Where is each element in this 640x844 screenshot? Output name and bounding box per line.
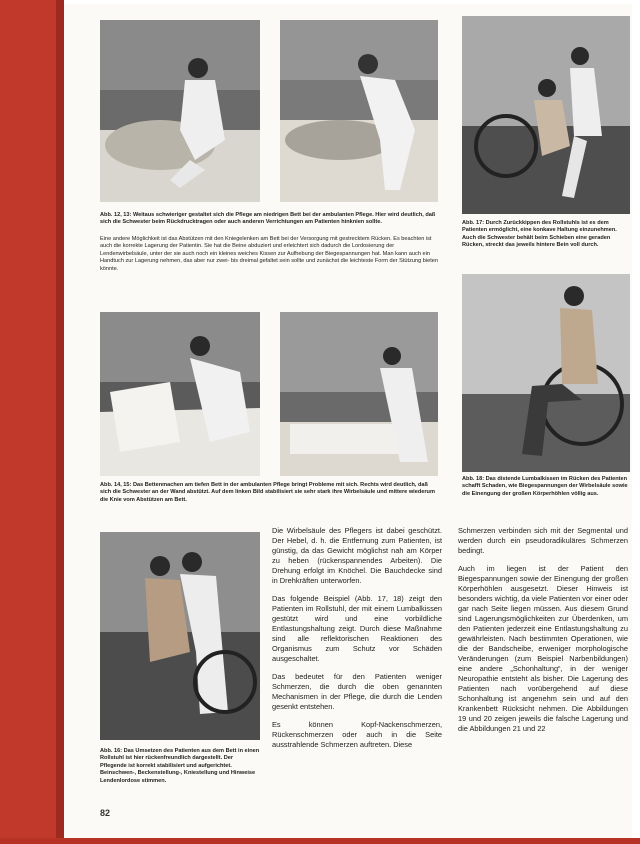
photo-fig17 xyxy=(462,16,630,214)
caption-fig14-15 xyxy=(100,482,440,504)
caption-fig18 xyxy=(462,476,628,498)
photo-fig18 xyxy=(462,274,630,472)
body-middle-p1: Die Wirbelsäule des Pflegers ist dabei geschützt. Der Hebel, d. h. die Entfernung zum Patienten, ist günstig, da das Gewicht möglichst nah am Körper zu heben (rückenspannendes Arbeiten). Die Drehung erfolgt im Knöchel. Die Bauchdecke sind in Drehkräften unterworfen. xyxy=(272,526,442,585)
binding-shadow xyxy=(56,0,64,844)
body-column-right xyxy=(458,526,628,742)
caption-fig12-13 xyxy=(100,212,440,227)
caption-fig18-text: Abb. 18: Das distende Lumbalkissen im Rücken des Patienten schafft Schaden, wie Biegespannungen der Wirbelsäule sowie die Einengung der großen Körperhöhlen völlig aus. xyxy=(462,476,628,497)
photo-fig14 xyxy=(100,312,260,476)
caption-fig17-text: Abb. 17: Durch Zurückkippen des Rollstuhls ist es dem Patienten ermöglicht, eine konkave Haltung einzunehmen. Auch die Schwester behält beim Schieben eine geraden Rücken, streckt das jeweils hintere Bein voll durch. xyxy=(462,220,617,249)
body-right-p2: Auch im liegen ist der Patient den Biegespannungen sowie der Einengung der großen Körperhöhlen ausgesetzt. Dieser Hinweis ist besonders wichtig, da viele Patienten vor einer oder gar nach Seite liegen müssen. Aus diesem Grund sind Lagerungsmöglichkeiten zur Überdenken, um den Patienten jederzeit eine Entlastungshaltung zu gewährleisten. Nach bestimmten Operationen, wie die der Bandscheibe, erweniger morphologische Veränderungen (zum Beispiel Narbenbildungen) eine andere „Schonhaltung“, in der weniger Neuropathie entsteht als bisher. Die Lagerung des Patienten nach vorübergehend auf diese Schonhaltung ist angenehm sein und auf den Krankenbett Rücksicht nehmen. Die Abbildungen 19 und 20 zeigen jeweils die falsche Lagerung und die Abbildungen 21 und 22 xyxy=(458,564,628,733)
book-page xyxy=(64,4,632,840)
photo-fig13 xyxy=(280,20,438,202)
body-middle-p4: Es können Kopf-Nackenschmerzen, Rückenschmerzen oder auch in die Seite ausstrahlende Schmerzen auftreten. Diese xyxy=(272,720,442,749)
page-number: 82 xyxy=(100,808,111,818)
photo-fig16 xyxy=(100,532,260,740)
caption-fig17 xyxy=(462,220,628,250)
photo-fig12 xyxy=(100,20,260,202)
caption-fig12-13-b-text: Eine andere Möglichkeit ist das Abstützen mit den Kniegelenken am Bett bei der Versorgung mit gestrecktem Rücken. Es beachten ist auch die korrekte Lagerung der Patientin. Sie hat die Beine abduziert und erleichtert sich dadurch die Lordosierung der Lendenwirbelsäule, unter der sie auch noch ein kleines weiches Kissen zur Aufhebung der Biegespannungen hat. Man kann auch ein Handtuch zur Lagerung nehmen, das aber nur zwei- bis dreimal gefaltet sein sollte und zunächst die leichteste Form der Stützung bieten könnte. xyxy=(100,236,438,272)
caption-fig14-15-text: Abb. 14, 15: Das Bettenmachen am tiefen Bett in der ambulanten Pflege bringt Probleme mit sich. Rechts wird deutlich, daß sich die Schwester an der Wand abstützt. Auf dem linken Bild stabilisiert sie sehr stark ihre Wirbelsäule und mittere wiederum die Knie vom Abstützen am Bett. xyxy=(100,482,435,503)
body-middle-p3: Das bedeutet für den Patienten weniger Schmerzen, die durch die oben genannten Mechanismen in der Pflege, die durch die Lenden gesenkt entstehen. xyxy=(272,672,442,711)
red-binding-edge xyxy=(0,0,64,844)
body-middle-p2: Das folgende Beispiel (Abb. 17, 18) zeigt den Patienten im Rollstuhl, der mit einem Lumbalkissen gestützt wird und eine vorbildliche Entlastungshaltung zeigt. Durch diese Maßnahme sind alle reflektorischen Reaktionen des Organismus zum Schutz vor Schäden ausgeschaltet. xyxy=(272,594,442,663)
caption-fig12-13-b xyxy=(100,236,440,273)
photo-fig15 xyxy=(280,312,438,476)
caption-fig12-13-text: Abb. 12, 13: Weitaus schwieriger gestaltet sich die Pflege am niedrigen Bett bei der ambulanten Pflege. Hier wird deutlich, daß sich die Schwester beim Rückdrucktragen oder auch anderen Verrichtungen am Patienten hinknien sollte. xyxy=(100,212,436,226)
caption-fig16-text: Abb. 16: Das Umsetzen des Patienten aus dem Bett in einen Rollstuhl ist hier rückenfreundlich dargestellt. Der Pflegende ist korrekt stabilisiert und aufgerichtet. Beinschwen-, Beckenstellung-, Kniestellung und Hinweise Lendenlordose stimmen. xyxy=(100,748,260,784)
red-binding-bottom xyxy=(0,838,640,844)
body-column-middle xyxy=(272,526,442,758)
caption-fig16 xyxy=(100,748,260,785)
body-right-p1: Schmerzen verbinden sich mit der Segmental und werden durch ein pseudoradikuläres Schmerzen bedingt. xyxy=(458,526,628,555)
